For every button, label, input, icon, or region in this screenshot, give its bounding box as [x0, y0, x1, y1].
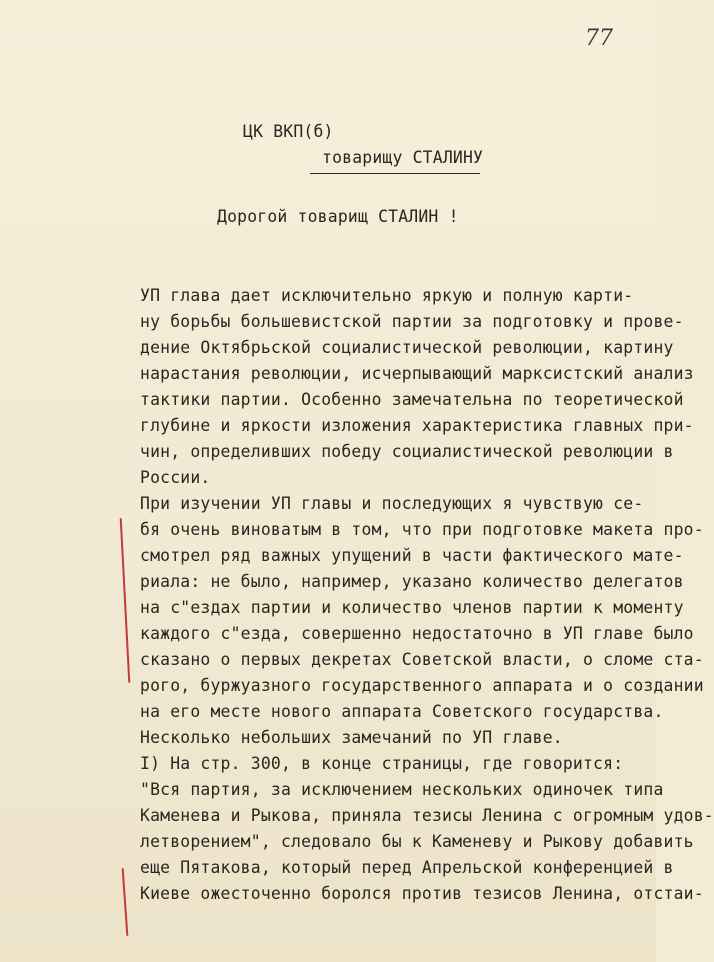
page-number: 77: [585, 26, 613, 51]
body-line: При изучении УП главы и последующих я чувствую се-: [140, 494, 644, 513]
addressee-underline: [310, 173, 480, 174]
body-line: Несколько небольших замечаний по УП главе.: [140, 728, 563, 747]
body-line: I) На стр. 300, в конце страницы, где говорится:: [140, 754, 624, 773]
body-line: УП глава дает исключительно яркую и полную карти-: [140, 286, 634, 305]
body-line: "Вся партия, за исключением нескольких одиночек типа: [140, 780, 664, 799]
body-line: бя очень виноватым в том, что при подготовке макета про-: [140, 520, 704, 539]
body-line: риала: не было, например, указано количество делегатов: [140, 572, 684, 591]
body-line: сказано о первых декретах Советской власти, о сломе ста-: [140, 650, 704, 669]
salutation: Дорогой товарищ СТАЛИН !: [217, 207, 459, 226]
body-line: на с"ездах партии и количество членов партии к моменту: [140, 598, 684, 617]
body-line: ну борьбы большевистской партии за подготовку и прове-: [140, 312, 684, 331]
body-line: Киеве ожесточенно боролся против тезисов Ленина, отстаи-: [140, 884, 704, 903]
body-line: на его месте нового аппарата Советского государства.: [140, 702, 664, 721]
body-line: нарастания революции, исчерпывающий марксистский анализ: [140, 364, 694, 383]
body-line: Каменева и Рыкова, приняла тезисы Ленина с огромным удов-: [140, 806, 714, 825]
body-line: России.: [140, 468, 211, 487]
red-pencil-margin-mark: [122, 868, 129, 936]
body-line: рого, буржуазного государственного аппарата и о создании: [140, 676, 704, 695]
body-line: дение Октябрьской социалистической революции, картину: [140, 338, 674, 357]
body-line: тактики партии. Особенно замечательна по теоретической: [140, 390, 684, 409]
body-line: еще Пятакова, который перед Апрельской конференцией в: [140, 858, 674, 877]
body-line: чин, определивших победу социалистической революции в: [140, 442, 674, 461]
body-line: глубине и яркости изложения характеристика главных при-: [140, 416, 694, 435]
body-line: каждого с"езда, совершенно недостаточно в УП главе было: [140, 624, 694, 643]
red-pencil-margin-mark: [120, 518, 131, 683]
addressee-line-1: ЦК ВКП(б): [243, 122, 334, 141]
addressee-line-2: товарищу СТАЛИНУ: [322, 148, 484, 167]
body-line: летворением", следовало бы к Каменеву и Рыкову добавить: [140, 832, 694, 851]
body-line: смотрел ряд важных упущений в части фактического мате-: [140, 546, 684, 565]
